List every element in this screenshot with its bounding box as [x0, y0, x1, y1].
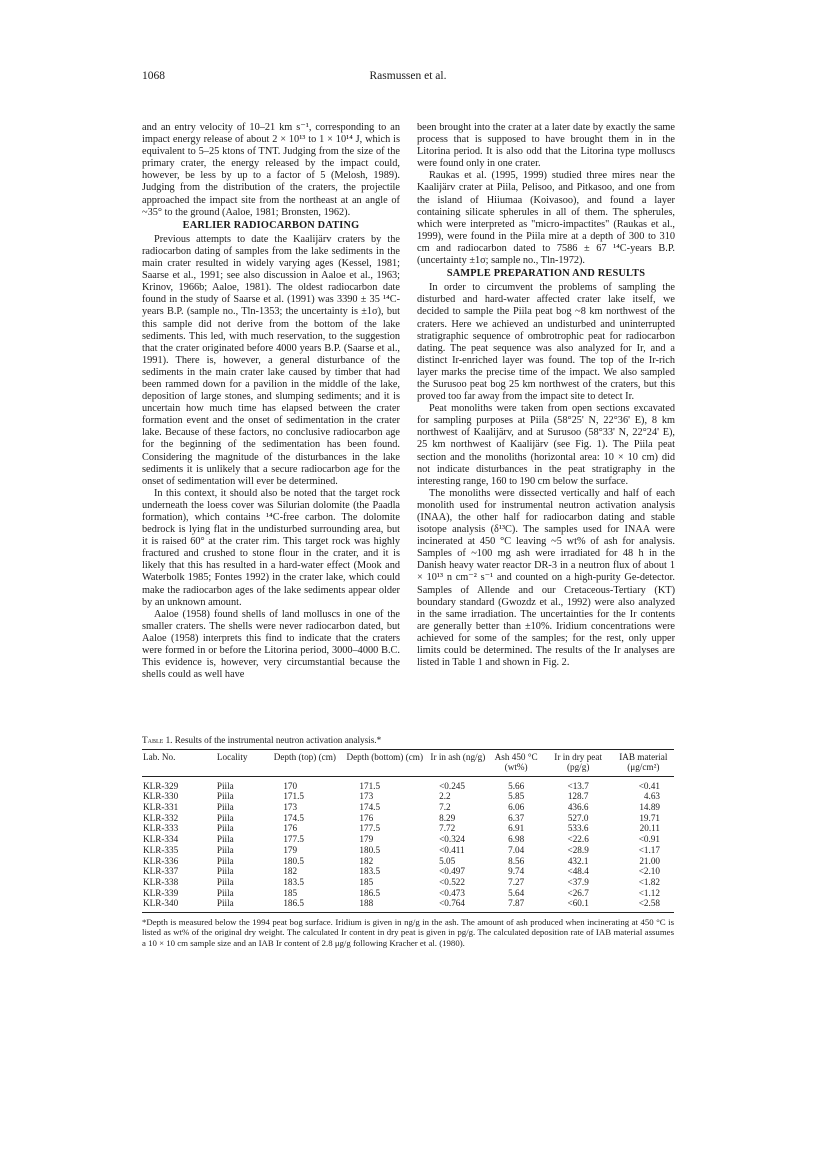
- table-cell: 128.7: [567, 791, 589, 802]
- table-caption: [142, 735, 674, 746]
- table-row: [142, 823, 674, 834]
- table-cell: <2.58: [612, 898, 674, 912]
- table-cell: KLR-339: [143, 887, 179, 898]
- table-cell: KLR-331: [143, 802, 179, 812]
- table-cell: 5.05: [439, 855, 456, 866]
- table-cell: 5.66: [508, 780, 525, 791]
- table-cell: Piila: [216, 823, 234, 834]
- table-cell: 533.6: [567, 823, 589, 834]
- table-row: [142, 898, 674, 912]
- table-cell: <26.7: [567, 887, 589, 898]
- table-cell: Piila: [216, 855, 234, 866]
- table-cell: Piila: [216, 812, 234, 823]
- table-cell: 180.5: [283, 855, 304, 866]
- table-cell: <0.91: [638, 834, 660, 845]
- table-cell: <0.245: [439, 780, 465, 791]
- table-cell: 185: [359, 876, 374, 887]
- table-cell: <0.411: [439, 844, 465, 855]
- table-footnote: *Depth is measured below the 1994 peat bog surface. Iridium is given in ng/g in the ash. The amount of ash produced when incinerating at 450 °C is listed as wt% of the original dry weight. The calculated Ir content in dry peat is given in pg/g. The calculated deposition rate of IAB material assumes a 10 × 10 cm sample size and an IAB Ir content of 2.8 μg/g following Kracher et al. (1980).: [142, 917, 674, 948]
- table-cell: Piila: [216, 844, 234, 855]
- table-cell: <0.497: [439, 866, 465, 877]
- column-header: Depth (bottom) (cm): [341, 749, 429, 776]
- table-cell: 14.89: [639, 802, 660, 812]
- table-cell: 171.5: [359, 780, 381, 791]
- table-cell: 2.2: [439, 791, 451, 802]
- table-cell: 7.27: [508, 876, 525, 887]
- table-cell: 8.56: [508, 855, 525, 866]
- table-row: [142, 866, 674, 877]
- table-cell: 177.5: [359, 823, 381, 834]
- table-cell: <13.7: [567, 780, 589, 791]
- table-cell: 7.04: [508, 844, 525, 855]
- table-cell: KLR-336: [143, 855, 179, 866]
- column-header: Lab. No.: [142, 749, 209, 776]
- table-cell: 188: [341, 898, 429, 912]
- table-row: [142, 834, 674, 845]
- table-row: [142, 856, 674, 867]
- table-cell: <48.4: [567, 866, 589, 877]
- table-cell: 173: [283, 802, 298, 812]
- paragraph: Aaloe (1958) found shells of land molluscs in one of the smaller craters. The shells were never radiocarbon dated, but Aaloe (1958) interprets this find to indicate that the craters were formed in or before the Litorina period, 3000–4000 B.C. This evidence is, however, very circumstantial because the shells could as well have: [142, 608, 400, 681]
- table-cell: <0.473: [439, 887, 465, 898]
- table-row: [142, 776, 674, 791]
- table-body: [142, 776, 674, 912]
- paragraph: and an entry velocity of 10–21 km s⁻¹, corresponding to an impact energy release of about 2 × 10¹³ to 1 × 10¹⁴ J, which is equivalent to 5–25 ktons of TNT. Judging from the size of the primary crater, the energy released by the impact could, however, be less by up to a factor of 5 (Melosh, 1989). Judging from the distribution of the craters, the projectile approached the impact site from the northeast at an angle of ~35° to the ground (Aaloe, 1981; Bronsten, 1962).: [142, 122, 400, 218]
- table-cell: Piila: [216, 834, 234, 845]
- table-cell: 171.5: [283, 791, 304, 802]
- table-cell: 183.5: [359, 866, 381, 877]
- table-cell: 186.5: [359, 887, 381, 898]
- table-caption-text: Results of the instrumental neutron activation analysis.*: [174, 735, 382, 745]
- table-cell: 432.1: [567, 855, 589, 866]
- paragraph: In order to circumvent the problems of sampling the disturbed and hard-water affected crater lake itself, we decided to sample the Piila peat bog ~8 km northwest of the craters. Here we achieved an undisturbed and uninterrupted stratigraphic sequence of ombrotrophic peat for radiocarbon dating. The peat sequence was also analyzed for Ir, and a distinct Ir-enriched layer was found. The top of the Ir-rich layer marks the precise time of the impact. We also sampled the Surusoo peat bog 25 km northwest of the craters, but this proved too far away from the impact site to detect Ir.: [417, 282, 675, 403]
- table-cell: KLR-337: [143, 866, 179, 877]
- table-cell: 21.00: [639, 855, 660, 866]
- table-cell: <0.522: [439, 876, 465, 887]
- table-row: [142, 877, 674, 888]
- table-cell: <0.764: [429, 898, 487, 912]
- column-header: Depth (top) (cm): [269, 749, 341, 776]
- table-cell: 6.37: [508, 812, 525, 823]
- table-cell: Piila: [216, 887, 234, 898]
- table-cell: KLR-338: [143, 876, 179, 887]
- table-row: [142, 813, 674, 824]
- table-cell: 7.2: [439, 802, 451, 812]
- table-row: [142, 888, 674, 899]
- table-cell: 7.87: [488, 898, 545, 912]
- table-cell: 179: [359, 834, 374, 845]
- paragraph: been brought into the crater at a later date by exactly the same process that is supposed to have brought them in in the Litorina period. It is also odd that the Litorina type molluscs were found only in one crater.: [417, 122, 675, 170]
- table-cell: 20.11: [639, 823, 660, 834]
- column-header: Ir in dry peat (pg/g): [545, 749, 612, 776]
- table-cell: 177.5: [283, 834, 304, 845]
- paragraph: The monoliths were dissected vertically and half of each monolith used for instrumental neutron activation analysis (INAA), the other half for radiocarbon dating and stable isotope analysis (δ¹³C). The samples used for INAA were incinerated at 450 °C leaving ~5 wt% of ash for analysis. Samples of ~100 mg ash were irradiated for 48 h in the Danish heavy water reactor DR-3 in a neutron flux of about 1 × 10¹³ n cm⁻² s⁻¹ and counted on a high-purity Ge-detector. Samples of Allende and our Cretaceous-Tertiary (KT) boundary standard (Gwozdz et al., 1992) were also analyzed in the same irradiation. The uncertainties for the Ir contents are generally better than ±10%. Iridium concentrations were achieved for some of the samples; for the rest, only upper limits could be determined. The results of the Ir analyses are listed in Table 1 and shown in Fig. 2.: [417, 487, 675, 669]
- table-cell: KLR-334: [143, 834, 179, 845]
- section-heading: SAMPLE PREPARATION AND RESULTS: [446, 268, 646, 280]
- table-cell: <28.9: [567, 844, 589, 855]
- table-cell: 180.5: [359, 844, 381, 855]
- table-cell: <0.41: [638, 780, 660, 791]
- table-cell: 182: [359, 855, 374, 866]
- table-cell: <2.10: [638, 866, 660, 877]
- table-row: [142, 791, 674, 802]
- table-cell: KLR-333: [143, 823, 179, 834]
- running-head: Rasmussen et al.: [369, 70, 447, 82]
- table-cell: <1.12: [638, 887, 660, 898]
- table-cell: 19.71: [639, 812, 660, 823]
- table-cell: Piila: [216, 802, 234, 812]
- table-cell: KLR-330: [143, 791, 179, 802]
- table-cell: Piila: [216, 866, 234, 877]
- table-cell: 186.5: [269, 898, 341, 912]
- table-label: Table 1.: [142, 735, 173, 745]
- paragraph: Peat monoliths were taken from open sections excavated for sampling purposes at Piila (58°25' N, 22°36' E), 8 km northwest of Kaalijärv, and at Surusoo (58°33' N, 22°24' E), 25 km northwest of Kaalijärv (see Fig. 1). The Piila peat section and the monoliths (horizontal area: 10 × 10 cm) did not indicate disturbances in the peat stratigraphy in the interesting range, 160 to 190 cm below the surface.: [417, 403, 675, 487]
- table-cell: <1.82: [638, 876, 660, 887]
- table-cell: <22.6: [567, 834, 589, 845]
- page-number: 1068: [142, 70, 165, 82]
- table-cell: 9.74: [508, 866, 525, 877]
- table-cell: 176: [283, 823, 298, 834]
- results-table: [142, 749, 674, 913]
- table-cell: 183.5: [283, 876, 304, 887]
- table-cell: 174.5: [359, 802, 381, 812]
- table-cell: 4.63: [643, 791, 660, 802]
- table-cell: 8.29: [439, 812, 456, 823]
- table-cell: 182: [283, 866, 298, 877]
- table-cell: <1.17: [638, 844, 660, 855]
- table-cell: 6.06: [508, 802, 525, 812]
- table-cell: 5.64: [508, 887, 525, 898]
- table-cell: 173: [359, 791, 374, 802]
- table-row: [142, 802, 674, 813]
- table-cell: 6.91: [508, 823, 525, 834]
- column-header: Ir in ash (ng/g): [429, 749, 487, 776]
- table-cell: 185: [283, 887, 298, 898]
- page-header: [142, 70, 674, 86]
- table-cell: 176: [359, 812, 374, 823]
- table-cell: 174.5: [283, 812, 304, 823]
- table-cell: Piila: [216, 791, 234, 802]
- table-cell: 6.98: [508, 834, 525, 845]
- table-cell: 5.85: [508, 791, 525, 802]
- table-cell: 179: [283, 844, 298, 855]
- table-cell: KLR-340: [142, 898, 209, 912]
- table-cell: KLR-332: [143, 812, 179, 823]
- results-table-block: [142, 735, 674, 948]
- column-header: IAB material (μg/cm²): [612, 749, 674, 776]
- table-cell: Piila: [209, 898, 269, 912]
- table-cell: 436.6: [567, 802, 589, 812]
- paragraph: Previous attempts to date the Kaalijärv craters by the radiocarbon dating of samples from the lake sediments in the main crater resulted in widely varying ages (Kessel, 1981; Saarse et al., 1991; see also discussion in Aaloe et al., 1963; Krinov, 1966b; Aaloe, 1981). The oldest radiocarbon date found in the study of Saarse et al. (1991) was 3390 ± 35 ¹⁴C-years B.P. (sample no., Tln-1353; the uncertainty is ±1σ), but this sample did not derive from the bottom of the lake sediments. This led, with much reservation, to the suggestion that the crater originated before 4000 years B.P. (Saarse et al., 1991). There is, however, a general disturbance of the sediments in the main crater lake caused by timber that had been rammed down for a pavilion in the middle of the lake, deposition of large stones, and slumping sediments; and it is uncertain how much time has elapsed between the crater formation event and the onset of sedimentation in the crater lake. Because of these factors, no conclusive radiocarbon age for the beginning of the sedimentation has been found. Considering the magnitude of the disturbances in the lake sediments it is unlikely that a secure radiocarbon age for the onset of sedimentation will ever be determined.: [142, 233, 400, 487]
- table-cell: Piila: [216, 876, 234, 887]
- table-cell: KLR-335: [143, 844, 179, 855]
- table-cell: <0.324: [439, 834, 465, 845]
- column-header: Locality: [209, 749, 269, 776]
- table-header-row: [142, 749, 674, 776]
- table-cell: <37.9: [567, 876, 589, 887]
- paragraph: Raukas et al. (1995, 1999) studied three mires near the Kaalijärv crater at Piila, Pelisoo, and Pitkasoo, and one from the island of Hiiumaa (Koivasoo), and found a layer containing silicate spherules in all of them. The spherules, which were interpreted as "micro-impactites" (Raukas et al., 1999), were found in the Piila mire at a depth of 300 to 310 cm and radiocarbon dated to 7586 ± 67 ¹⁴C-years B.P. (uncertainty ±1σ; sample no., Tln-1972).: [417, 170, 675, 267]
- column-header: Ash 450 °C (wt%): [488, 749, 545, 776]
- section-heading: EARLIER RADIOCARBON DATING: [182, 219, 360, 231]
- right-column: [417, 122, 675, 669]
- table-row: [142, 845, 674, 856]
- paragraph: In this context, it should also be noted that the target rock underneath the loess cover was Silurian dolomite (the Paadla formation), which contains ¹⁴C-free carbon. The dolomite bedrock is lying flat in the undisturbed surrounding area, but it is raised 60° at the crater rim. This target rock was highly fractured and crushed to stone flour in the crater, and it is likely that this has resulted in a hard-water effect (Mook and Waterbolk 1985; Fontes 1992) in the crater lake, which could make the radiocarbon ages of the lake sediments appear older by an unknown amount.: [142, 487, 400, 608]
- table-cell: 7.72: [439, 823, 456, 834]
- left-column: [142, 122, 400, 681]
- table-cell: <60.1: [545, 898, 612, 912]
- table-cell: Piila: [216, 780, 234, 791]
- table-cell: 170: [283, 780, 298, 791]
- table-cell: 527.0: [567, 812, 589, 823]
- table-cell: KLR-329: [143, 780, 179, 791]
